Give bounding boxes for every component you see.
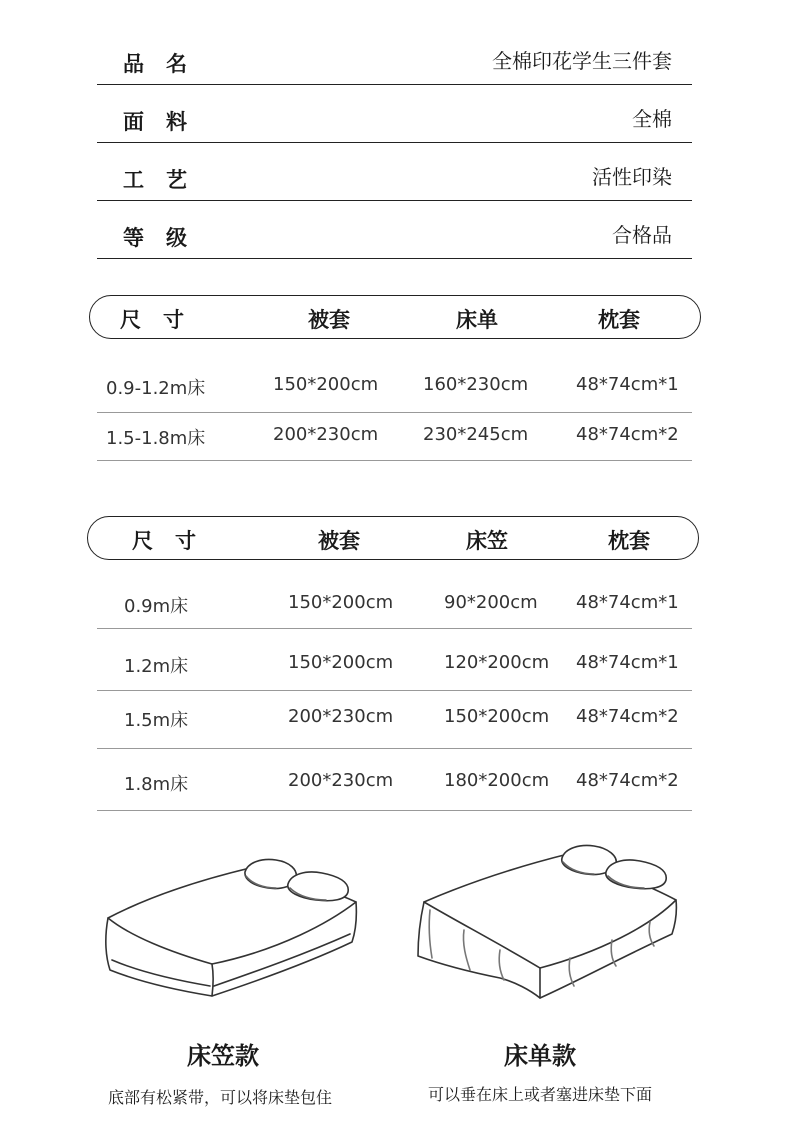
cell-pillow: 48*74cm*1 [576, 374, 679, 395]
header-size: 尺寸 [132, 529, 218, 553]
info-label [123, 48, 209, 78]
flat-style-title: 床单款 [504, 1042, 576, 1070]
cell-sheet: 160*230cm [423, 374, 529, 395]
fitted-sheet-bed-drawing [106, 860, 357, 997]
cell-fitted: 90*200cm [444, 592, 538, 613]
header-pillow: 枕套 [598, 308, 640, 332]
table-row [97, 578, 692, 629]
cell-size: 1.2m床 [124, 656, 189, 677]
header-duvet: 被套 [308, 308, 350, 332]
fitted-style-title: 床笠款 [187, 1042, 259, 1070]
header-duvet: 被套 [318, 529, 360, 553]
cell-duvet: 200*230cm [288, 770, 394, 791]
info-label-text: 等级 [123, 226, 209, 250]
cell-pillow: 48*74cm*2 [576, 770, 679, 791]
flat-style-desc: 可以垂在床上或者塞进床垫下面 [427, 1085, 652, 1104]
info-row-craft [97, 142, 692, 201]
info-label [123, 164, 209, 194]
cell-fitted: 120*200cm [444, 652, 550, 673]
table-row [97, 412, 692, 461]
cell-sheet: 230*245cm [423, 424, 529, 445]
info-label-text: 工艺 [123, 168, 209, 192]
cell-size: 0.9m床 [124, 596, 189, 617]
info-value: 活性印染 [592, 165, 672, 189]
flat-sheet-bed-drawing [418, 846, 676, 999]
fitted-style-desc: 底部有松紧带，可以将床垫包住 [107, 1088, 332, 1107]
info-label-text: 品名 [123, 52, 209, 76]
header-sheet: 床单 [456, 308, 498, 332]
cell-duvet: 150*200cm [288, 592, 394, 613]
info-label [123, 222, 209, 252]
info-label [123, 106, 209, 136]
header-fitted: 床笠 [466, 529, 508, 553]
cell-pillow: 48*74cm*1 [576, 652, 679, 673]
cell-size: 1.5-1.8m床 [106, 428, 206, 449]
header-pillow: 枕套 [608, 529, 650, 553]
info-label-text: 面料 [123, 110, 209, 134]
info-row-fabric [97, 84, 692, 143]
table-row [97, 362, 692, 413]
cell-size: 0.9-1.2m床 [106, 378, 206, 399]
info-row-grade [97, 200, 692, 259]
cell-size: 1.8m床 [124, 774, 189, 795]
table-header-pill [87, 516, 699, 560]
cell-pillow: 48*74cm*2 [576, 424, 679, 445]
table-header-pill [89, 295, 701, 339]
info-row-name [97, 26, 692, 85]
cell-pillow: 48*74cm*1 [576, 592, 679, 613]
cell-size: 1.5m床 [124, 710, 189, 731]
info-value: 全棉印花学生三件套 [492, 49, 672, 73]
table-row [97, 690, 692, 749]
header-size: 尺寸 [120, 308, 206, 332]
cell-duvet: 200*230cm [288, 706, 394, 727]
cell-fitted: 180*200cm [444, 770, 550, 791]
table-row [97, 628, 692, 691]
cell-duvet: 150*200cm [288, 652, 394, 673]
cell-fitted: 150*200cm [444, 706, 550, 727]
info-value: 合格品 [612, 223, 672, 247]
bed-illustrations [0, 840, 790, 1020]
cell-duvet: 200*230cm [273, 424, 379, 445]
cell-pillow: 48*74cm*2 [576, 706, 679, 727]
cell-duvet: 150*200cm [273, 374, 379, 395]
table-row [97, 748, 692, 811]
info-value: 全棉 [632, 107, 672, 131]
